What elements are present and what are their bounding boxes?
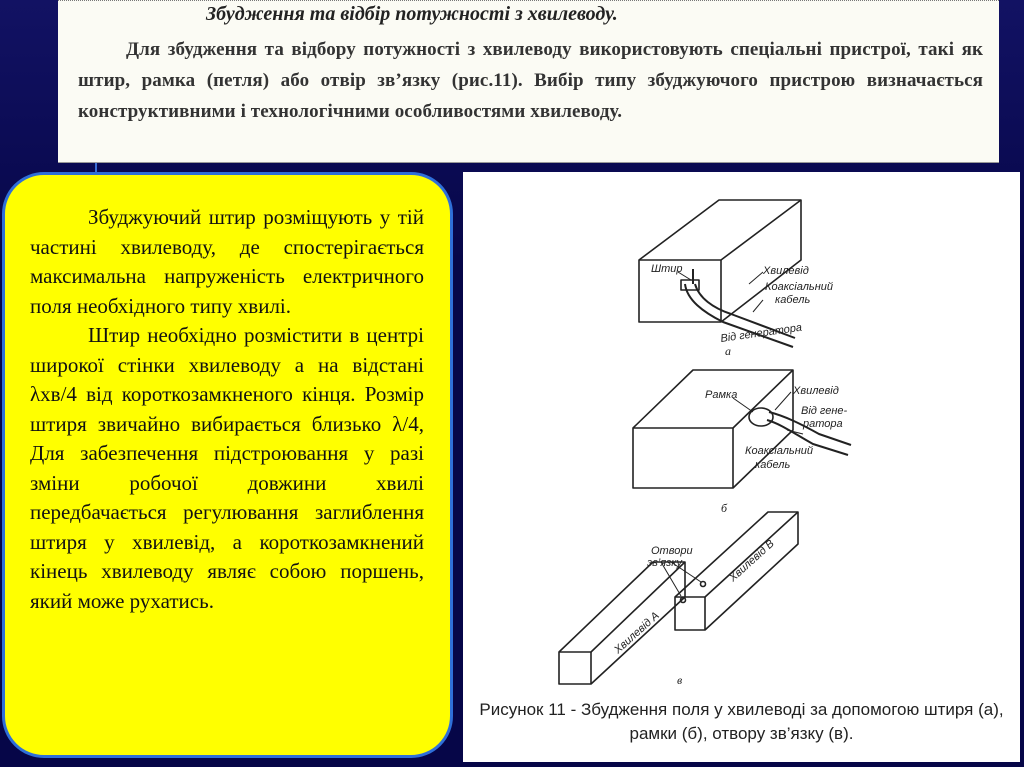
figure-caption-line-2: рамки (б), отвору зв’язку (в). (629, 724, 854, 743)
figure-c-holes (559, 512, 798, 687)
figure-b-loop (633, 370, 851, 515)
figure-caption-line-1: Рисунок 11 - Збудження поля у хвилеводі за допомогою штиря (а), (479, 700, 1004, 719)
explanation-paragraph-1: Збуджуючий штир розміщують у тій частині хвилеводу, де спостерігається максимальна напруженість електричного поля необхідного типу хвилі. (30, 205, 424, 318)
fig-c-letter: в (677, 673, 683, 687)
figure-panel (463, 172, 1020, 762)
figure-a-pin (639, 200, 833, 358)
fig-a-from-generator-label: Від генератора (719, 321, 803, 345)
explanation-paragraph-2: Штир необхідно розмістити в центрі широкої стінки хвилеводу а на відстані λхв/4 від короткозамкненого кінця. Розмір штиря звичайно вибирається близько λ/4, Для забезпечення підстроювання у разі зміни робочої довжини хвилі передбачається регулювання заглиблення штиря у хвилевід, а короткозамкнений кінець хвилеводу являє собою поршень, який може рухатись. (30, 323, 424, 613)
fig-a-waveguide-label: Хвилевід (763, 265, 809, 277)
figure-caption (463, 698, 1020, 746)
fig-b-loop-label: Рамка (705, 389, 738, 401)
fig-a-cable-label-1: Коаксіальний (765, 281, 834, 293)
waveguide-figure (463, 172, 1020, 692)
fig-c-waveguide-a-label: Хвилевід А (611, 609, 662, 657)
fig-a-cable-label-2: кабель (775, 294, 811, 306)
fig-c-holes-label-2: зв’язку (647, 557, 682, 569)
intro-paragraph: Для збудження та відбору потужності з хвилеводу використовують спеціальні пристрої, такі як штир, рамка (петля) або отвір зв’язку (рис.11). Вибір типу збуджуючого пристрою визначається конструктивними і технологічними особливостями хвилеводу. (78, 39, 983, 122)
section-title: Збудження та відбір потужності з хвилеводу. (206, 3, 618, 25)
fig-b-from-gen-label-1: Від гене- (801, 405, 848, 417)
explanation-text (30, 203, 424, 616)
fig-b-from-gen-label-2: ратора (803, 418, 843, 430)
fig-a-pin-label: Штир (651, 263, 683, 275)
fig-b-waveguide-label: Хвилевід (793, 385, 839, 397)
top-text-panel (58, 0, 999, 163)
fig-c-waveguide-b-label: Хвилевід В (726, 537, 777, 585)
fig-c-holes-label-1: Отвори (651, 545, 693, 557)
fig-a-letter: а (725, 344, 731, 358)
fig-b-letter: б (721, 501, 728, 515)
explanation-box (2, 172, 453, 758)
fig-b-cable-label-2: кабель (755, 459, 791, 471)
fig-b-cable-label-1: Коаксіальний (745, 445, 814, 457)
